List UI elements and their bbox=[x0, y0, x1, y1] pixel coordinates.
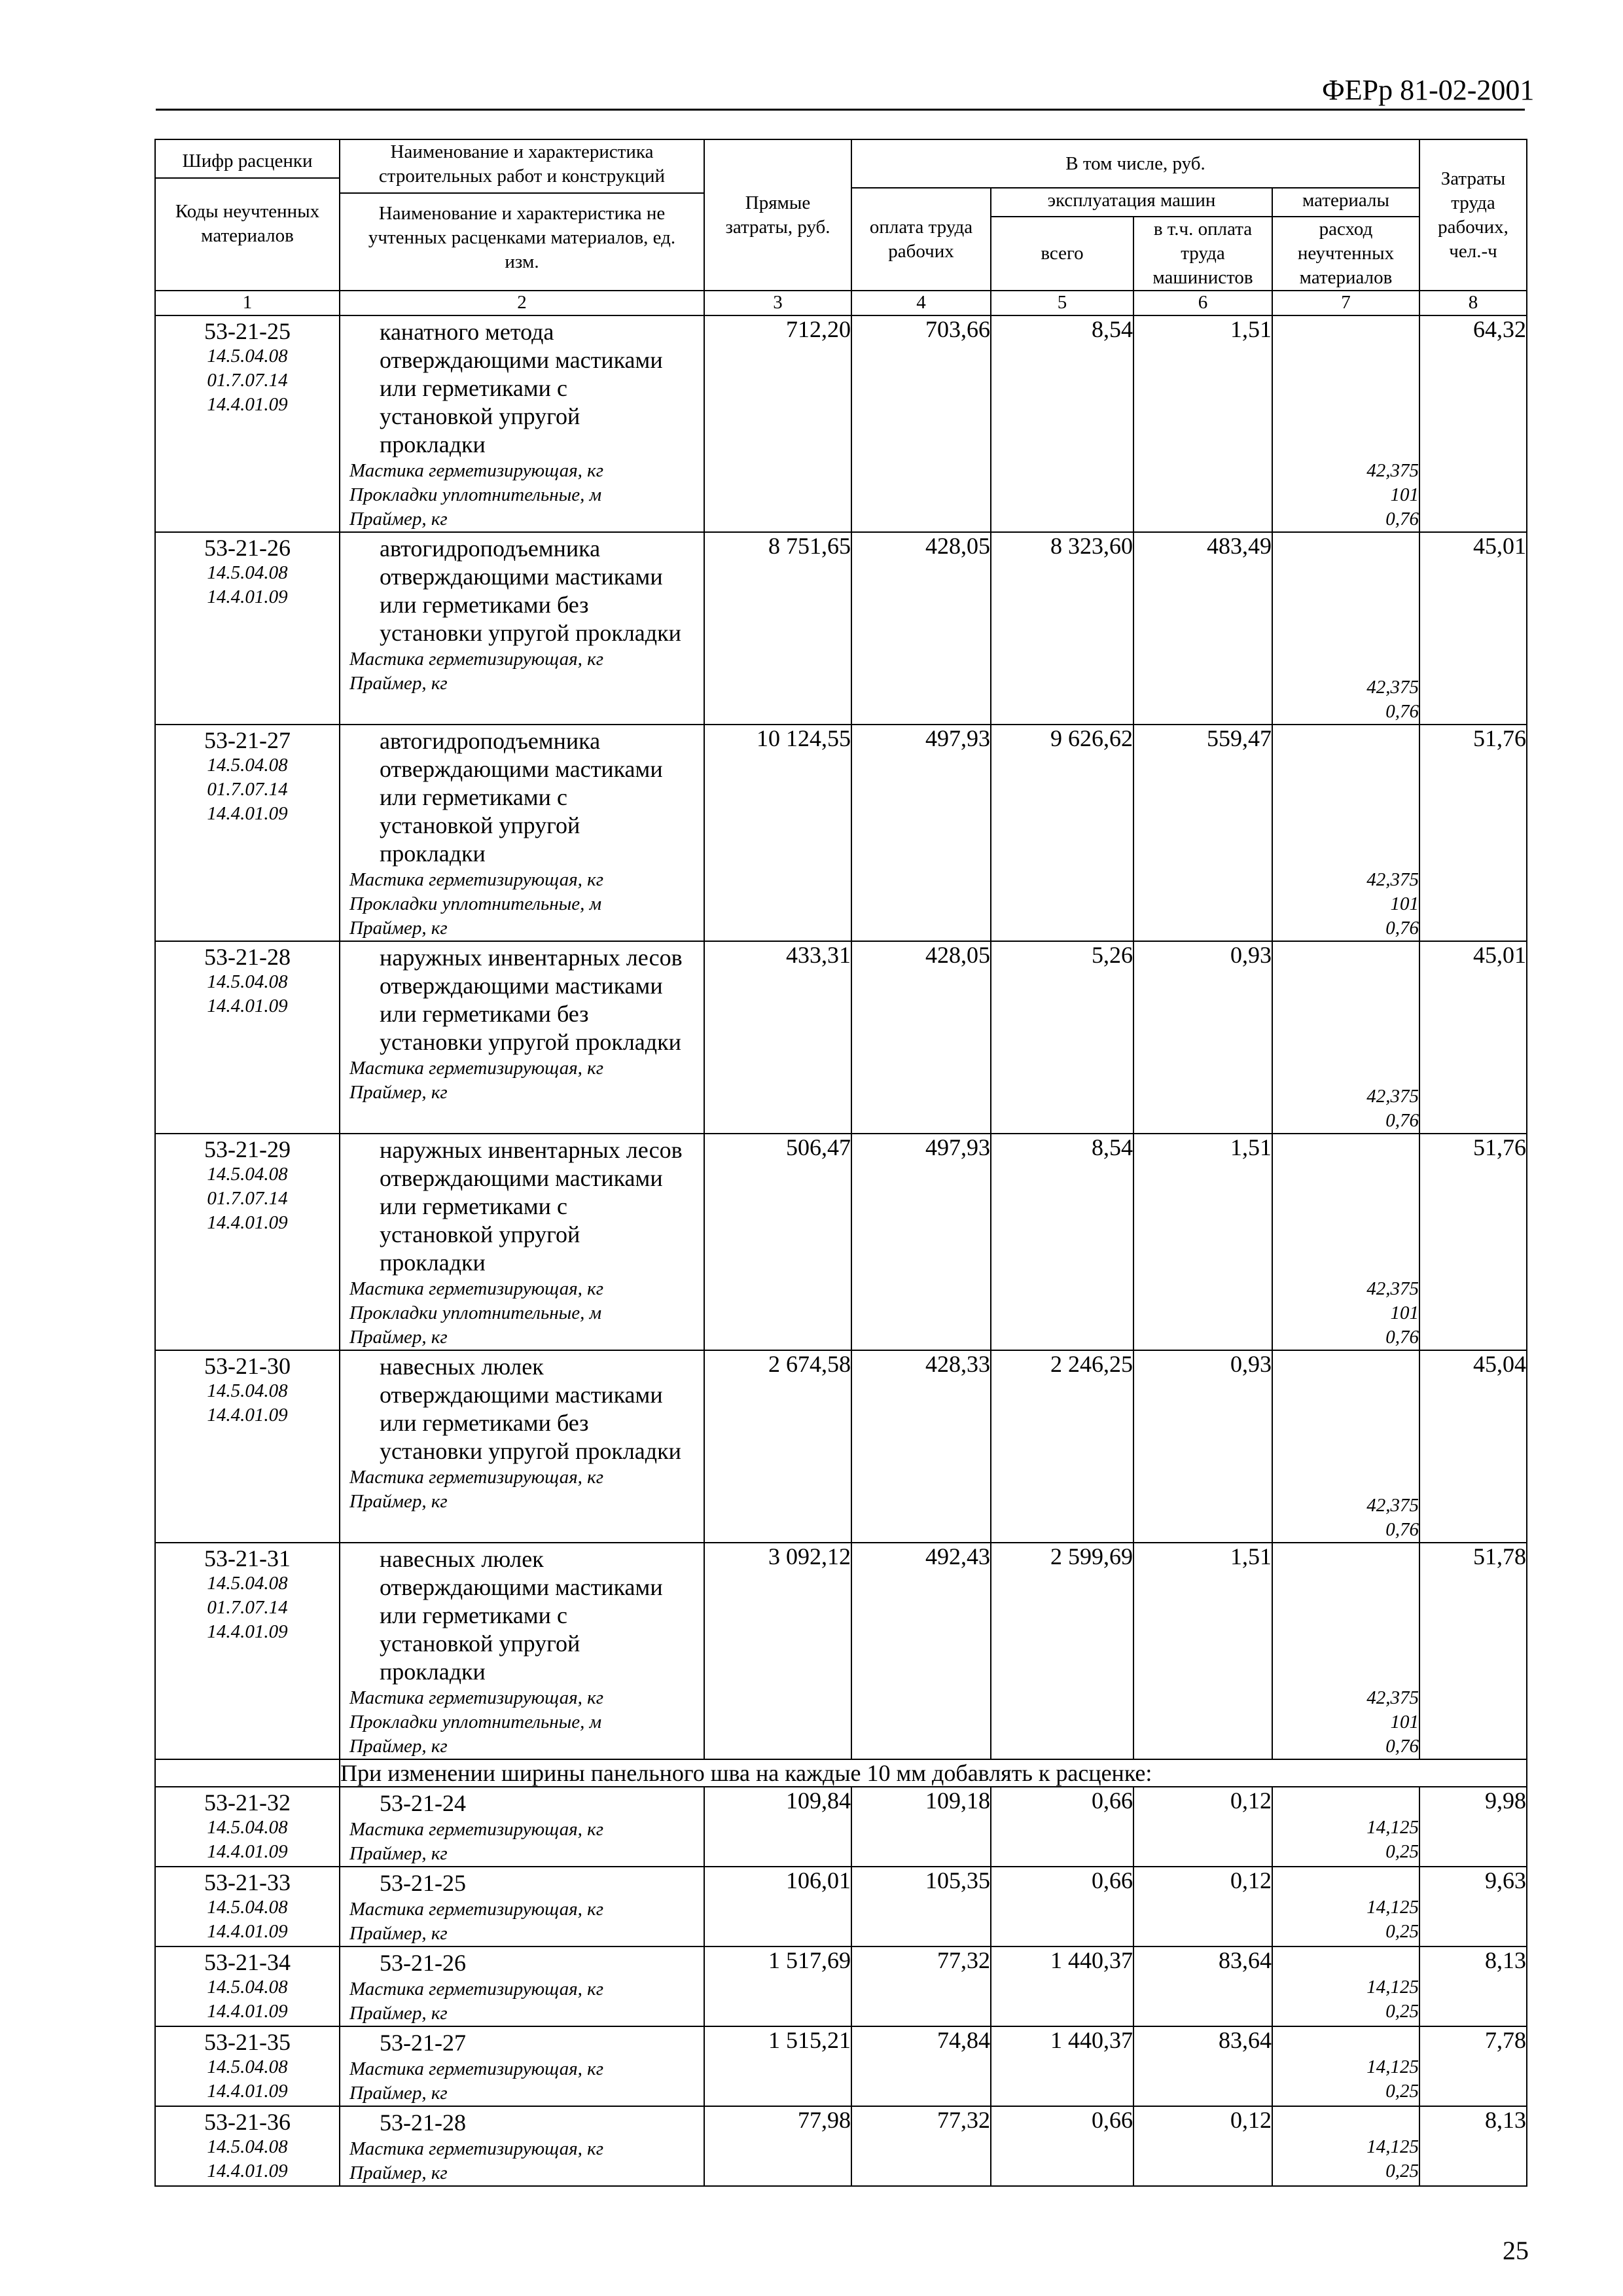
machines-cost: 2 246,25 bbox=[991, 1350, 1133, 1543]
rate-code: 53-21-31 bbox=[204, 1545, 291, 1571]
material-code: 14.4.01.09 bbox=[207, 996, 288, 1016]
rate-code-cell bbox=[155, 315, 340, 532]
rate-code-cell bbox=[155, 2026, 340, 2106]
rate-name: канатного метода отверждающими мастиками или герметиками с установкой упругой прокладки bbox=[380, 319, 663, 457]
column-number: 4 bbox=[851, 291, 991, 315]
direct-cost: 8 751,65 bbox=[704, 532, 851, 725]
mat-spacer bbox=[1273, 1787, 1419, 1816]
column-number: 6 bbox=[1133, 291, 1272, 315]
material-qty: 0,76 bbox=[1385, 701, 1419, 722]
wages-cost: 492,43 bbox=[851, 1543, 991, 1759]
material-code: 14.5.04.08 bbox=[207, 1817, 288, 1838]
material-qty: 14,125 bbox=[1366, 2056, 1419, 2077]
labor-cost: 9,63 bbox=[1419, 1867, 1527, 1946]
material-code: 14.4.01.09 bbox=[207, 1621, 288, 1642]
note-row bbox=[155, 1759, 1527, 1787]
material-name: Прокладки уплотнительные, м bbox=[349, 484, 602, 505]
machinist-wages-cost: 1,51 bbox=[1133, 315, 1272, 532]
col-wages-header: оплата труда рабочих bbox=[851, 188, 991, 291]
direct-cost: 712,20 bbox=[704, 315, 851, 532]
note-spacer bbox=[155, 1759, 340, 1787]
note-text: При изменении ширины панельного шва на каждые 10 мм добавлять к расценке: bbox=[340, 1759, 1527, 1787]
material-qty: 14,125 bbox=[1366, 1897, 1419, 1918]
rate-name: наружных инвентарных лесов отверждающими мастиками или герметиками без установки упругой прокладки bbox=[380, 944, 683, 1055]
labor-cost: 51,76 bbox=[1419, 725, 1527, 941]
material-name: Мастика герметизирующая, кг bbox=[349, 1467, 604, 1488]
rate-row bbox=[155, 725, 1527, 941]
material-code: 14.4.01.09 bbox=[207, 2161, 288, 2181]
rate-row bbox=[155, 1787, 1527, 1867]
rate-code-cell bbox=[155, 1543, 340, 1759]
material-qty: 42,375 bbox=[1366, 869, 1419, 890]
rate-row bbox=[155, 2026, 1527, 2106]
material-code: 01.7.07.14 bbox=[207, 1597, 288, 1618]
rate-code: 53-21-36 bbox=[204, 2109, 291, 2135]
machinist-wages-cost: 1,51 bbox=[1133, 1543, 1272, 1759]
col-incl-header: В том числе, руб. bbox=[851, 139, 1419, 188]
rate-code: 53-21-35 bbox=[204, 2029, 291, 2055]
material-qty-cell bbox=[1272, 1867, 1419, 1946]
rate-name: автогидроподъемника отверждающими мастиками или герметиками с установкой упругой прокладки bbox=[380, 728, 663, 867]
material-name: Праймер, кг bbox=[349, 1327, 448, 1348]
col-machines-total-header: всего bbox=[991, 217, 1133, 291]
col-machines-header: эксплуатация машин bbox=[991, 188, 1272, 217]
machinist-wages-cost: 559,47 bbox=[1133, 725, 1272, 941]
machines-cost: 0,66 bbox=[991, 2106, 1133, 2186]
machines-cost: 9 626,62 bbox=[991, 725, 1133, 941]
material-code: 01.7.07.14 bbox=[207, 370, 288, 391]
material-qty-cell bbox=[1272, 1350, 1419, 1543]
material-name: Мастика герметизирующая, кг bbox=[349, 460, 604, 481]
labor-cost: 9,98 bbox=[1419, 1787, 1527, 1867]
col-materials-sub-header: расход неучтенных материалов bbox=[1272, 217, 1419, 291]
machines-cost: 5,26 bbox=[991, 941, 1133, 1134]
mat-spacer bbox=[1273, 1134, 1419, 1277]
rate-row bbox=[155, 1867, 1527, 1946]
rate-row bbox=[155, 315, 1527, 532]
col-code-title: Шифр расценки bbox=[182, 151, 313, 171]
material-name: Мастика герметизирующая, кг bbox=[349, 1819, 604, 1840]
table-body bbox=[155, 315, 1527, 2186]
wages-cost: 109,18 bbox=[851, 1787, 991, 1867]
material-name: Мастика герметизирующая, кг bbox=[349, 1687, 604, 1708]
base-rate-ref: 53-21-24 bbox=[380, 1790, 466, 1816]
material-qty: 101 bbox=[1390, 484, 1419, 505]
material-code: 14.4.01.09 bbox=[207, 1921, 288, 1942]
material-code: 14.5.04.08 bbox=[207, 971, 288, 992]
rate-name-cell bbox=[340, 2106, 704, 2186]
base-rate-ref: 53-21-26 bbox=[380, 1950, 466, 1976]
rate-code-cell bbox=[155, 1134, 340, 1350]
material-name: Праймер, кг bbox=[349, 509, 448, 529]
col-code-header bbox=[155, 139, 340, 291]
material-code: 14.4.01.09 bbox=[207, 2081, 288, 2102]
column-numbers-row bbox=[155, 291, 1527, 315]
rate-code: 53-21-26 bbox=[204, 535, 291, 561]
mat-spacer bbox=[1273, 1543, 1419, 1686]
material-qty-cell bbox=[1272, 1787, 1419, 1867]
material-code: 14.4.01.09 bbox=[207, 586, 288, 607]
wages-cost: 428,33 bbox=[851, 1350, 991, 1543]
material-qty: 42,375 bbox=[1366, 1495, 1419, 1516]
rate-code: 53-21-34 bbox=[204, 1949, 291, 1975]
rates-table bbox=[154, 139, 1527, 2187]
page-number: 25 bbox=[1503, 2236, 1529, 2265]
material-name: Праймер, кг bbox=[349, 1923, 448, 1944]
rate-code: 53-21-32 bbox=[204, 1789, 291, 1816]
material-name: Мастика герметизирующая, кг bbox=[349, 2138, 604, 2159]
material-qty-cell bbox=[1272, 315, 1419, 532]
direct-cost: 77,98 bbox=[704, 2106, 851, 2186]
mat-spacer bbox=[1273, 942, 1419, 1085]
rate-name: навесных люлек отверждающими мастиками или герметиками без установки упругой прокладки bbox=[380, 1354, 681, 1464]
rate-row bbox=[155, 1946, 1527, 2026]
machines-cost: 2 599,69 bbox=[991, 1543, 1133, 1759]
rate-name-cell bbox=[340, 1946, 704, 2026]
material-qty: 42,375 bbox=[1366, 1086, 1419, 1107]
mat-spacer bbox=[1273, 725, 1419, 868]
material-code: 14.5.04.08 bbox=[207, 1573, 288, 1594]
document-code: ФЕРр 81-02-2001 bbox=[1322, 74, 1535, 106]
material-code: 14.5.04.08 bbox=[207, 2056, 288, 2077]
rate-code: 53-21-27 bbox=[204, 727, 291, 753]
material-qty: 0,25 bbox=[1385, 2081, 1419, 2102]
material-name: Мастика герметизирующая, кг bbox=[349, 1979, 604, 2000]
col-labor-header: Затраты труда рабочих, чел.-ч bbox=[1419, 139, 1527, 291]
material-name: Прокладки уплотнительные, м bbox=[349, 1712, 602, 1732]
column-number: 5 bbox=[991, 291, 1133, 315]
material-qty: 14,125 bbox=[1366, 1977, 1419, 1998]
rate-name-cell bbox=[340, 315, 704, 532]
material-qty: 42,375 bbox=[1366, 1687, 1419, 1708]
rate-code: 53-21-25 bbox=[204, 318, 291, 344]
rate-row bbox=[155, 1543, 1527, 1759]
material-qty-cell bbox=[1272, 2026, 1419, 2106]
labor-cost: 51,78 bbox=[1419, 1543, 1527, 1759]
mat-spacer bbox=[1273, 1947, 1419, 1975]
rate-row bbox=[155, 532, 1527, 725]
rate-row bbox=[155, 941, 1527, 1134]
material-code: 14.4.01.09 bbox=[207, 1212, 288, 1233]
material-name: Мастика герметизирующая, кг bbox=[349, 2058, 604, 2079]
material-qty: 0,76 bbox=[1385, 1736, 1419, 1757]
direct-cost: 506,47 bbox=[704, 1134, 851, 1350]
rate-row bbox=[155, 2106, 1527, 2186]
material-qty: 0,76 bbox=[1385, 1327, 1419, 1348]
direct-cost: 10 124,55 bbox=[704, 725, 851, 941]
material-code: 14.5.04.08 bbox=[207, 1164, 288, 1185]
rate-code-cell bbox=[155, 941, 340, 1134]
machinist-wages-cost: 83,64 bbox=[1133, 1946, 1272, 2026]
machinist-wages-cost: 0,12 bbox=[1133, 2106, 1272, 2186]
machines-cost: 0,66 bbox=[991, 1867, 1133, 1946]
material-qty: 14,125 bbox=[1366, 1817, 1419, 1838]
labor-cost: 45,04 bbox=[1419, 1350, 1527, 1543]
material-qty: 0,76 bbox=[1385, 1110, 1419, 1131]
base-rate-ref: 53-21-28 bbox=[380, 2109, 466, 2136]
wages-cost: 428,05 bbox=[851, 941, 991, 1134]
mat-spacer bbox=[1273, 2107, 1419, 2135]
column-number: 1 bbox=[155, 291, 340, 315]
material-code: 14.5.04.08 bbox=[207, 1977, 288, 1998]
material-name: Праймер, кг bbox=[349, 673, 448, 694]
wages-cost: 77,32 bbox=[851, 1946, 991, 2026]
material-name: Прокладки уплотнительные, м bbox=[349, 1302, 602, 1323]
material-name: Праймер, кг bbox=[349, 1843, 448, 1864]
material-name: Прокладки уплотнительные, м bbox=[349, 893, 602, 914]
mat-spacer bbox=[1273, 2027, 1419, 2055]
wages-cost: 497,93 bbox=[851, 725, 991, 941]
material-name: Мастика герметизирующая, кг bbox=[349, 1278, 604, 1299]
material-name: Мастика герметизирующая, кг bbox=[349, 1058, 604, 1079]
wages-cost: 428,05 bbox=[851, 532, 991, 725]
machinist-wages-cost: 1,51 bbox=[1133, 1134, 1272, 1350]
material-code: 01.7.07.14 bbox=[207, 779, 288, 800]
material-qty-cell bbox=[1272, 532, 1419, 725]
material-qty: 0,76 bbox=[1385, 918, 1419, 939]
machinist-wages-cost: 83,64 bbox=[1133, 2026, 1272, 2106]
mat-spacer bbox=[1273, 316, 1419, 459]
material-code: 14.4.01.09 bbox=[207, 394, 288, 415]
machinist-wages-cost: 0,93 bbox=[1133, 1350, 1272, 1543]
material-name: Праймер, кг bbox=[349, 2003, 448, 2024]
rate-row bbox=[155, 1350, 1527, 1543]
labor-cost: 64,32 bbox=[1419, 315, 1527, 532]
material-qty: 42,375 bbox=[1366, 677, 1419, 698]
rate-name: навесных люлек отверждающими мастиками или герметиками с установкой упругой прокладки bbox=[380, 1546, 663, 1685]
labor-cost: 45,01 bbox=[1419, 941, 1527, 1134]
column-number: 2 bbox=[340, 291, 704, 315]
material-code: 14.5.04.08 bbox=[207, 1380, 288, 1401]
material-qty: 0,25 bbox=[1385, 1841, 1419, 1862]
labor-cost: 45,01 bbox=[1419, 532, 1527, 725]
direct-cost: 106,01 bbox=[704, 1867, 851, 1946]
col-direct-header: Прямые затраты, руб. bbox=[704, 139, 851, 291]
rate-name-cell bbox=[340, 725, 704, 941]
material-code: 14.5.04.08 bbox=[207, 562, 288, 583]
machinist-wages-cost: 0,12 bbox=[1133, 1787, 1272, 1867]
machines-cost: 8,54 bbox=[991, 1134, 1133, 1350]
machinist-wages-cost: 0,12 bbox=[1133, 1867, 1272, 1946]
mat-spacer bbox=[1273, 1867, 1419, 1895]
material-qty: 0,25 bbox=[1385, 2001, 1419, 2022]
machines-cost: 0,66 bbox=[991, 1787, 1133, 1867]
wages-cost: 74,84 bbox=[851, 2026, 991, 2106]
wages-cost: 703,66 bbox=[851, 315, 991, 532]
material-qty: 101 bbox=[1390, 1712, 1419, 1732]
rate-name-cell bbox=[340, 1134, 704, 1350]
material-name: Мастика герметизирующая, кг bbox=[349, 1899, 604, 1920]
material-name: Праймер, кг bbox=[349, 1491, 448, 1512]
rate-name-cell bbox=[340, 1543, 704, 1759]
rate-name-cell bbox=[340, 1867, 704, 1946]
rate-code-cell bbox=[155, 1867, 340, 1946]
direct-cost: 3 092,12 bbox=[704, 1543, 851, 1759]
col-machinist-wages-header: в т.ч. оплата труда машинистов bbox=[1133, 217, 1272, 291]
direct-cost: 109,84 bbox=[704, 1787, 851, 1867]
rate-code-cell bbox=[155, 2106, 340, 2186]
material-code: 01.7.07.14 bbox=[207, 1188, 288, 1209]
material-name: Праймер, кг bbox=[349, 918, 448, 939]
material-name: Мастика герметизирующая, кг bbox=[349, 649, 604, 670]
labor-cost: 51,76 bbox=[1419, 1134, 1527, 1350]
col-name-title: Наименование и характеристика строительных работ и конструкций bbox=[378, 141, 666, 187]
rate-code: 53-21-28 bbox=[204, 944, 291, 970]
material-code: 14.4.01.09 bbox=[207, 803, 288, 824]
column-number: 3 bbox=[704, 291, 851, 315]
col-materials-header: материалы bbox=[1272, 188, 1419, 217]
direct-cost: 1 515,21 bbox=[704, 2026, 851, 2106]
material-qty-cell bbox=[1272, 941, 1419, 1134]
rate-code-cell bbox=[155, 1787, 340, 1867]
machinist-wages-cost: 0,93 bbox=[1133, 941, 1272, 1134]
labor-cost: 8,13 bbox=[1419, 2106, 1527, 2186]
rate-name-cell bbox=[340, 941, 704, 1134]
rate-code: 53-21-29 bbox=[204, 1136, 291, 1162]
rate-code: 53-21-33 bbox=[204, 1869, 291, 1895]
col-name-subtitle: Наименование и характеристика не учтенных расценками материалов, ед. изм. bbox=[368, 203, 676, 272]
labor-cost: 7,78 bbox=[1419, 2026, 1527, 2106]
material-code: 14.4.01.09 bbox=[207, 2001, 288, 2022]
machines-cost: 1 440,37 bbox=[991, 1946, 1133, 2026]
column-number: 8 bbox=[1419, 291, 1527, 315]
wages-cost: 105,35 bbox=[851, 1867, 991, 1946]
mat-spacer bbox=[1273, 1351, 1419, 1494]
material-qty: 42,375 bbox=[1366, 1278, 1419, 1299]
material-qty-cell bbox=[1272, 1543, 1419, 1759]
machinist-wages-cost: 483,49 bbox=[1133, 532, 1272, 725]
wages-cost: 497,93 bbox=[851, 1134, 991, 1350]
direct-cost: 2 674,58 bbox=[704, 1350, 851, 1543]
material-qty: 0,76 bbox=[1385, 1519, 1419, 1540]
table-header bbox=[155, 139, 1527, 315]
labor-cost: 8,13 bbox=[1419, 1946, 1527, 2026]
material-name: Праймер, кг bbox=[349, 1736, 448, 1757]
material-code: 14.5.04.08 bbox=[207, 1897, 288, 1918]
material-name: Праймер, кг bbox=[349, 2083, 448, 2104]
rate-name-cell bbox=[340, 532, 704, 725]
machines-cost: 8,54 bbox=[991, 315, 1133, 532]
base-rate-ref: 53-21-25 bbox=[380, 1870, 466, 1896]
material-name: Праймер, кг bbox=[349, 1082, 448, 1103]
material-code: 14.5.04.08 bbox=[207, 2136, 288, 2157]
material-code: 14.5.04.08 bbox=[207, 346, 288, 367]
col-code-subtitle: Коды неучтенных материалов bbox=[175, 201, 320, 246]
col-name-header bbox=[340, 139, 704, 291]
material-name: Мастика герметизирующая, кг bbox=[349, 869, 604, 890]
material-qty: 14,125 bbox=[1366, 2136, 1419, 2157]
rate-code: 53-21-30 bbox=[204, 1353, 291, 1379]
base-rate-ref: 53-21-27 bbox=[380, 2030, 466, 2056]
rate-name: автогидроподъемника отверждающими мастиками или герметиками без установки упругой прокладки bbox=[380, 535, 681, 646]
material-code: 14.4.01.09 bbox=[207, 1841, 288, 1862]
material-qty-cell bbox=[1272, 725, 1419, 941]
direct-cost: 433,31 bbox=[704, 941, 851, 1134]
material-code: 14.4.01.09 bbox=[207, 1405, 288, 1426]
header-rule bbox=[156, 109, 1525, 111]
rate-name-cell bbox=[340, 2026, 704, 2106]
rate-row bbox=[155, 1134, 1527, 1350]
machines-cost: 8 323,60 bbox=[991, 532, 1133, 725]
rate-code-cell bbox=[155, 532, 340, 725]
direct-cost: 1 517,69 bbox=[704, 1946, 851, 2026]
material-qty-cell bbox=[1272, 1134, 1419, 1350]
material-qty: 0,25 bbox=[1385, 2161, 1419, 2181]
rate-name-cell bbox=[340, 1350, 704, 1543]
rate-code-cell bbox=[155, 1350, 340, 1543]
material-qty-cell bbox=[1272, 2106, 1419, 2186]
machines-cost: 1 440,37 bbox=[991, 2026, 1133, 2106]
material-qty: 0,76 bbox=[1385, 509, 1419, 529]
rate-code-cell bbox=[155, 1946, 340, 2026]
material-qty: 0,25 bbox=[1385, 1921, 1419, 1942]
material-code: 14.5.04.08 bbox=[207, 755, 288, 776]
wages-cost: 77,32 bbox=[851, 2106, 991, 2186]
mat-spacer bbox=[1273, 533, 1419, 675]
material-qty: 42,375 bbox=[1366, 460, 1419, 481]
material-qty-cell bbox=[1272, 1946, 1419, 2026]
rate-name: наружных инвентарных лесов отверждающими мастиками или герметиками с установкой упругой прокладки bbox=[380, 1137, 683, 1276]
material-name: Праймер, кг bbox=[349, 2162, 448, 2183]
rate-name-cell bbox=[340, 1787, 704, 1867]
material-qty: 101 bbox=[1390, 893, 1419, 914]
material-qty: 101 bbox=[1390, 1302, 1419, 1323]
rate-code-cell bbox=[155, 725, 340, 941]
column-number: 7 bbox=[1272, 291, 1419, 315]
